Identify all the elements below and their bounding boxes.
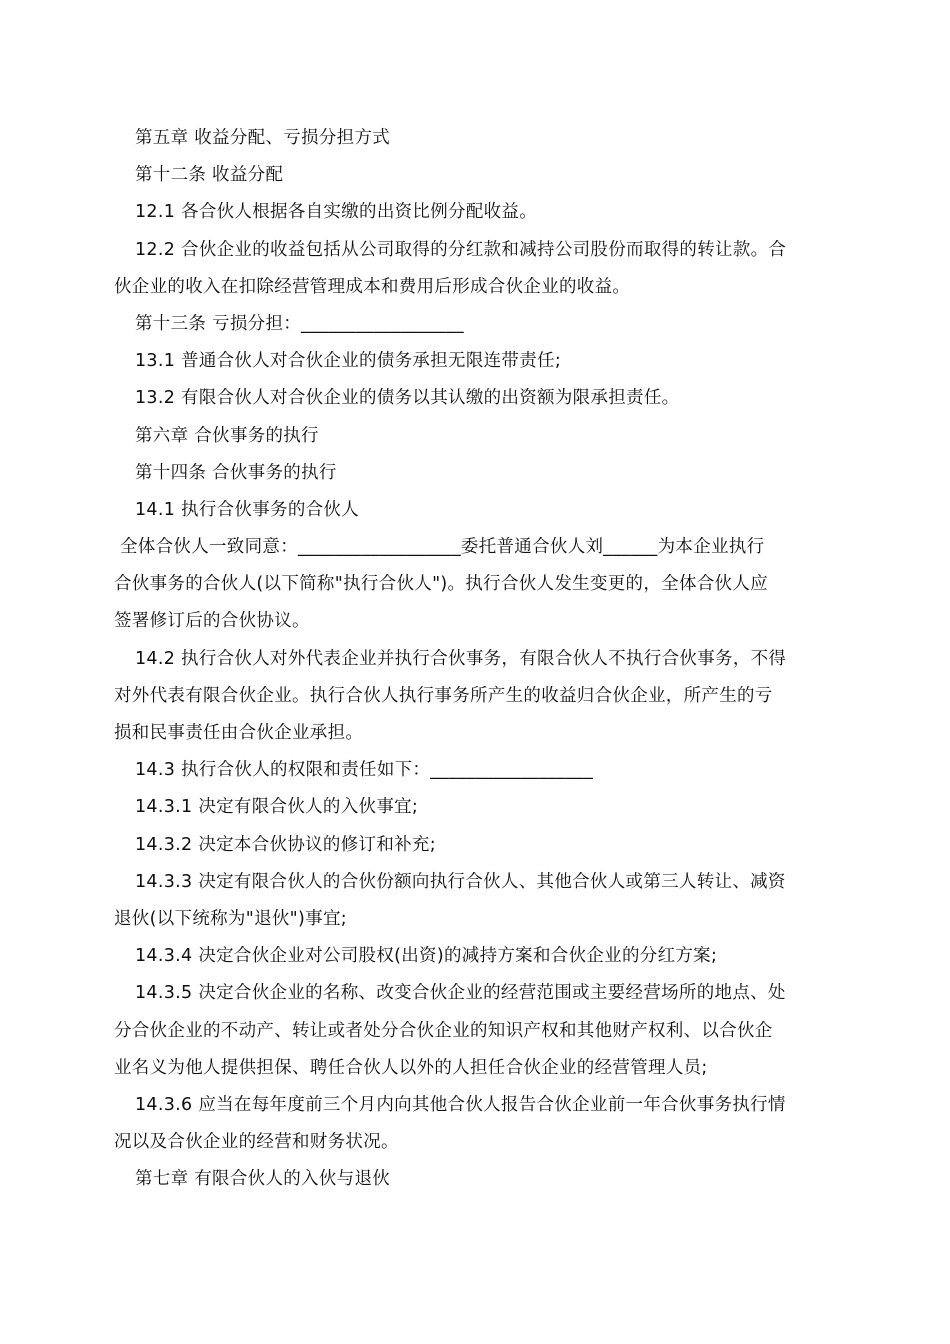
text-line: 全体合伙人一致同意：__________________委托普通合伙人刘______为本企业执行 [120,537,765,558]
text-line: 14.3.4 决定合伙企业对公司股权(出资)的减持方案和合伙企业的分红方案; [135,946,718,967]
text-line: 对外代表有限合伙企业。执行合伙人执行事务所产生的收益归合伙企业，所产生的亏 [114,685,773,706]
text-line: 业名义为他人提供担保、聘任合伙人以外的人担任合伙企业的经营管理人员; [114,1057,708,1078]
text-line: 合伙事务的合伙人(以下简称"执行合伙人")。执行合伙人发生变更的，全体合伙人应 [114,574,768,595]
text-line: 损和民事责任由合伙企业承担。 [114,723,364,743]
text-line: 第十三条 亏损分担：__________________ [135,313,464,334]
text-line: 14.3 执行合伙人的权限和责任如下：__________________ [135,760,594,781]
text-line: 况以及合伙企业的经营和财务状况。 [114,1132,399,1153]
text-line: 签署修订后的合伙协议。 [114,611,310,632]
text-line: 14.3.3 决定有限合伙人的合伙份额向执行合伙人、其他合伙人或第三人转让、减资 [135,871,786,892]
text-line: 14.3.5 决定合伙企业的名称、改变合伙企业的经营范围或主要经营场所的地点、处 [135,983,786,1004]
text-line: 第七章 有限合伙人的入伙与退伙 [135,1169,391,1190]
text-line: 退伙(以下统称为"退伙")事宜; [114,908,347,929]
text-line: 伙企业的收入在扣除经营管理成本和费用后形成合伙企业的收益。 [114,276,631,297]
text-line: 第十四条 合伙事务的执行 [135,462,337,483]
text-line: 14.3.6 应当在每年度前三个月内向其他合伙人报告合伙企业前一年合伙事务执行情 [135,1094,786,1115]
text-line: 14.1 执行合伙事务的合伙人 [135,499,360,520]
text-line: 13.2 有限合伙人对合伙企业的债务以其认缴的出资额为限承担责任。 [135,388,680,409]
text-line: 14.3.2 决定本合伙协议的修订和补充; [135,834,436,855]
text-line: 第五章 收益分配、亏损分担方式 [135,128,391,148]
text-line: 14.2 执行合伙人对外代表企业并执行合伙事务，有限合伙人不执行合伙事务，不得 [135,648,787,669]
text-line: 分合伙企业的不动产、转让或者处分合伙企业的知识产权和其他财产权利、以合伙企 [114,1020,773,1041]
text-line: 14.3.1 决定有限合伙人的入伙事宜; [135,797,419,818]
text-line: 第六章 合伙事务的执行 [135,425,319,446]
text-line: 12.1 各合伙人根据各自实缴的出资比例分配收益。 [135,202,538,223]
text-line: 12.2 合伙企业的收益包括从公司取得的分红款和减持公司股份而取得的转让款。合 [135,239,787,260]
document-body [114,120,836,1198]
text-line: 第十二条 收益分配 [135,165,284,186]
text-line: 13.1 普通合伙人对合伙企业的债务承担无限连带责任; [135,351,562,372]
